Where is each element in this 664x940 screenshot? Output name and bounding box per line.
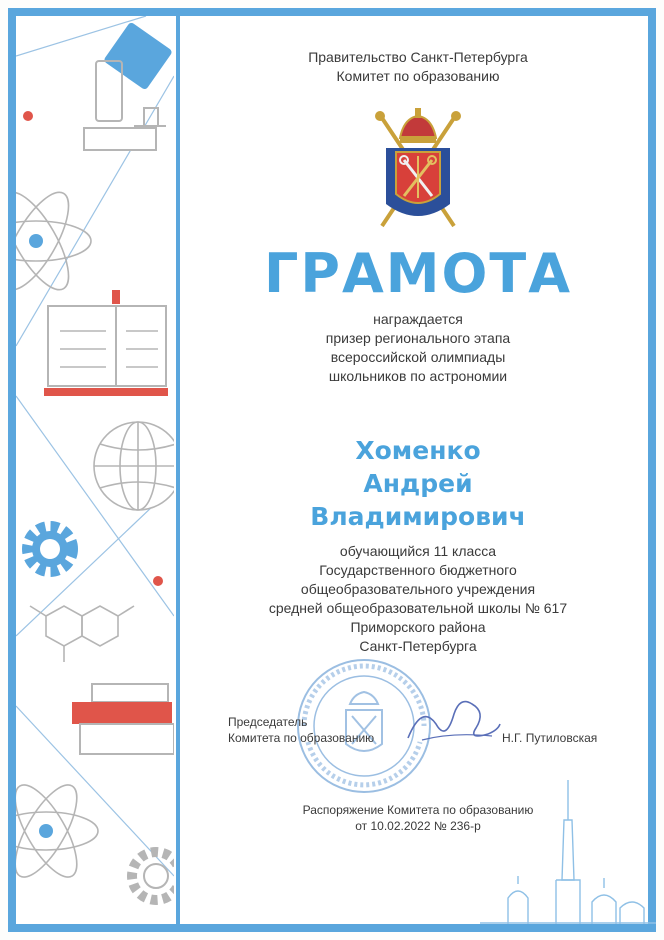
order-line: от 10.02.2022 № 236-р — [355, 819, 481, 833]
recipient-surname: Хоменко — [355, 436, 481, 465]
globe-icon — [94, 422, 174, 510]
school-line: общеобразовательного учреждения — [300, 581, 536, 597]
signatory-position-line: Комитета по образованию — [228, 731, 375, 745]
award-line: призер регионального этапа — [325, 330, 511, 346]
coat-of-arms-emblem — [180, 108, 656, 236]
school-line: Санкт-Петербурга — [359, 638, 477, 654]
recipient-first-name: Андрей — [363, 469, 473, 498]
signatory-name: Н.Г. Путиловская — [502, 731, 598, 745]
open-book-icon — [44, 290, 168, 396]
handwritten-signature — [402, 684, 502, 754]
recipient-patronymic: Владимирович — [310, 502, 526, 531]
science-illustrations — [16, 16, 174, 924]
award-text — [180, 310, 656, 386]
issuer-header — [180, 48, 656, 86]
molecule-icon — [30, 606, 134, 662]
books-stack-icon — [72, 684, 174, 754]
award-line: школьников по астрономии — [328, 368, 508, 384]
document-title: ГРАМОТА — [263, 242, 573, 305]
red-dot-icon — [153, 576, 163, 586]
school-details — [180, 542, 656, 656]
issuer-line: Комитет по образованию — [336, 68, 500, 84]
recipient-name — [180, 434, 656, 533]
school-line: Приморского района — [350, 619, 486, 635]
signatory-position — [228, 714, 374, 746]
school-line: Государственного бюджетного — [319, 562, 517, 578]
microscope-icon — [84, 21, 173, 150]
red-dot-icon — [23, 111, 33, 121]
school-line: обучающийся 11 класса — [339, 543, 497, 559]
issuer-line: Правительство Санкт-Петербурга — [308, 49, 528, 65]
order-line: Распоряжение Комитета по образованию — [302, 803, 534, 817]
city-skyline-illustration — [480, 780, 656, 924]
atom-icon — [16, 776, 98, 885]
decorative-side-panel — [16, 16, 174, 924]
award-line: всероссийской олимпиады — [330, 349, 506, 365]
coat-of-arms-icon — [368, 108, 468, 236]
gear-icon — [28, 527, 72, 571]
gear-icon — [132, 852, 174, 900]
award-line: награждается — [373, 311, 463, 327]
certificate-content — [180, 16, 656, 924]
signatory-position-line: Председатель — [228, 715, 308, 729]
school-line: средней общеобразовательной школы № 617 — [268, 600, 568, 616]
